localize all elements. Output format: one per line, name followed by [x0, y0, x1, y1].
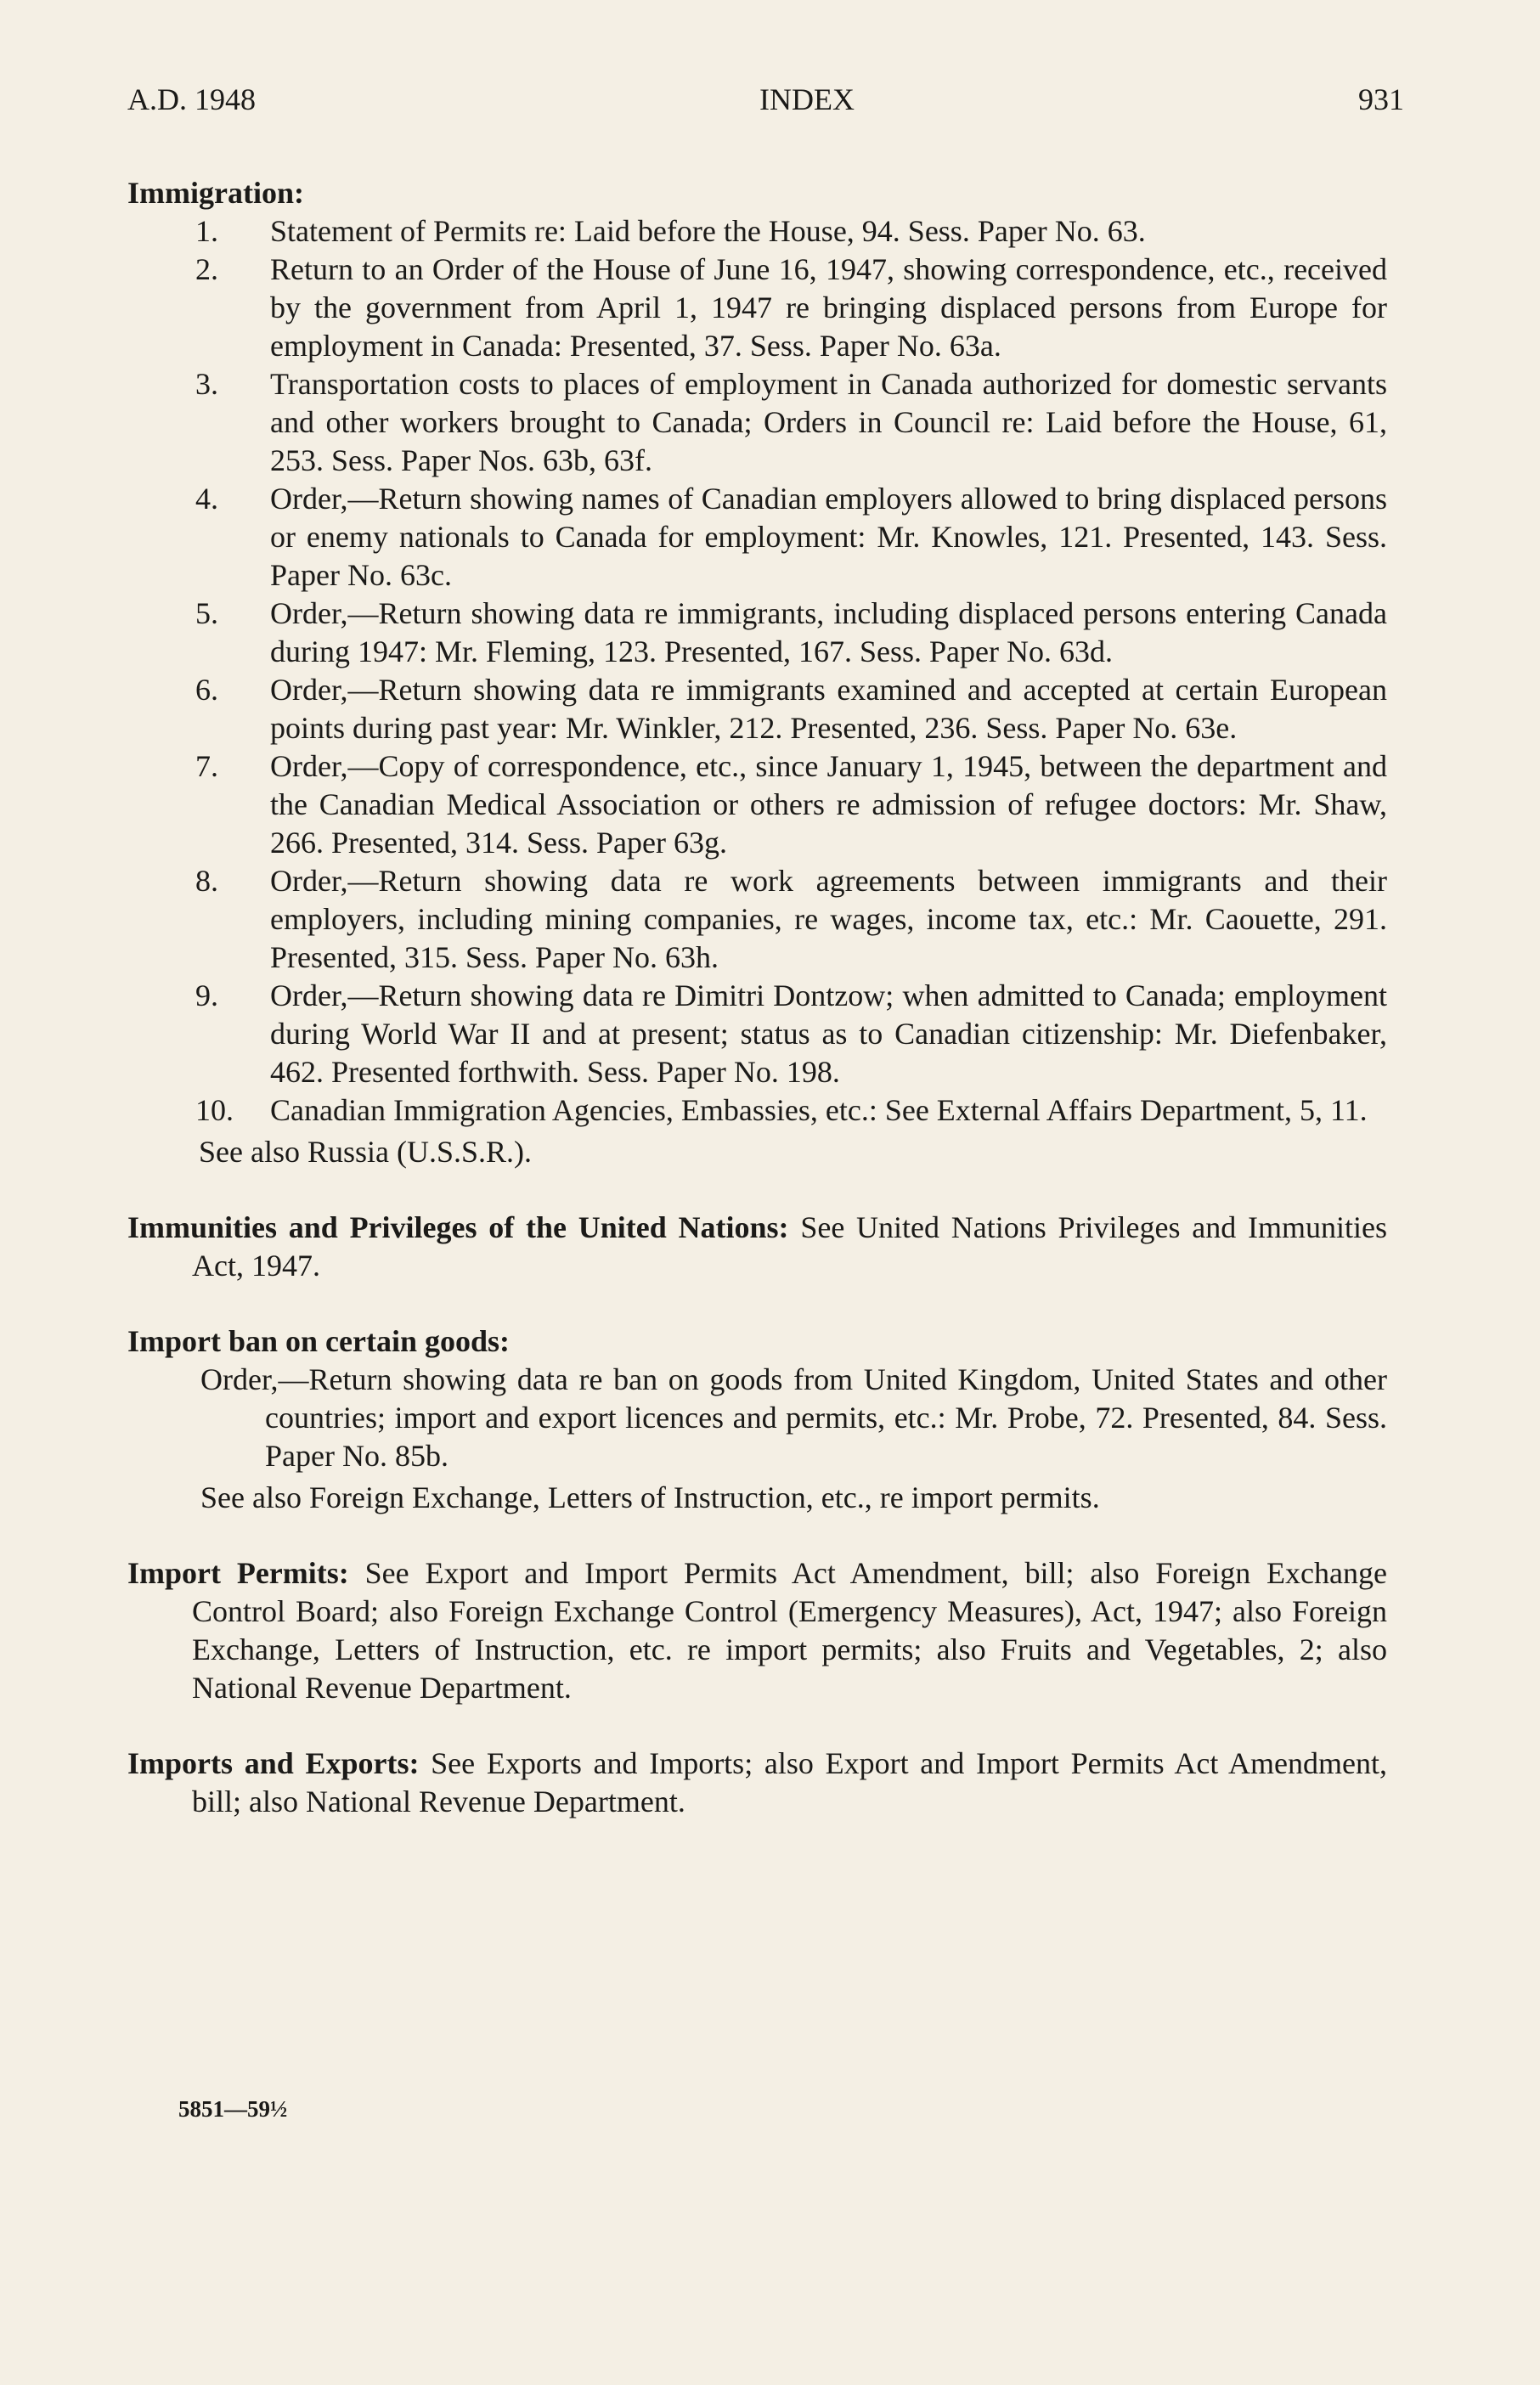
entry-text: Order,—Return showing data re work agreements between immigrants and their employers, including mining companies, re wages, income tax, etc.: Mr. Caouette, 291. Presented, 315. Sess. Paper No. 63h. [270, 864, 1387, 974]
section-heading: Immunities and Privileges of the United Nations: [127, 1210, 789, 1244]
entry-list [127, 212, 1387, 1130]
list-item [195, 595, 1387, 671]
page-header [127, 82, 1404, 117]
section-immigration [127, 174, 1387, 1171]
header-year: A.D. 1948 [127, 82, 256, 116]
signature-mark: 5851—59½ [178, 2096, 288, 2122]
see-also-reference: See also Foreign Exchange, Letters of Instruction, etc., re import permits. [200, 1480, 1100, 1514]
entry-number: 3. [195, 367, 218, 401]
section-heading: Immigration: [127, 176, 304, 210]
section-imports-exports [127, 1745, 1387, 1821]
entry-text: Statement of Permits re: Laid before the House, 94. Sess. Paper No. 63. [270, 214, 1146, 248]
section-import-ban [127, 1322, 1387, 1517]
section-text: See Export and Import Permits Act Amendment, bill; also Foreign Exchange Control Board; also Foreign Exchange Control (Emergency Measures), Act, 1947; also Foreign Exchange, Letters of Instruction, etc. re import permits; also Fruits and Vegetables, 2; also National Revenue Department. [192, 1556, 1387, 1705]
entry-number: 1. [195, 214, 218, 248]
section-import-permits [127, 1554, 1387, 1707]
entry-text: Canadian Immigration Agencies, Embassies, etc.: See External Affairs Department, 5, 11. [270, 1093, 1368, 1127]
list-item [195, 862, 1387, 977]
entry-number: 10. [195, 1093, 234, 1127]
section-heading: Import ban on certain goods: [127, 1324, 511, 1358]
section-text: See United Nations Privileges and Immunities Act, 1947. [192, 1210, 1387, 1283]
entry-text: Order,—Return showing data re ban on goods from United Kingdom, United States and other countries; import and export licences and permits, etc.: Mr. Probe, 72. Presented, 84. Sess. Paper No. 85b. [200, 1362, 1387, 1473]
list-item [195, 251, 1387, 365]
entry-text: Return to an Order of the House of June 16, 1947, showing correspondence, etc., received by the government from April 1, 1947 re bringing displaced persons from Europe for employment in Canada: Presented, 37. Sess. Paper No. 63a. [270, 252, 1387, 363]
list-item [195, 977, 1387, 1091]
section-text: See Exports and Imports; also Export and Import Permits Act Amendment, bill; also National Revenue Department. [192, 1746, 1388, 1818]
list-item [195, 480, 1387, 595]
entry-text: Order,—Copy of correspondence, etc., since January 1, 1945, between the department and the Canadian Medical Association or others re admission of refugee doctors: Mr. Shaw, 266. Presented, 314. Sess. Paper 63g. [270, 749, 1387, 860]
list-item [195, 212, 1387, 251]
section-heading: Imports and Exports: [127, 1746, 420, 1780]
index-content [127, 174, 1387, 1821]
list-item [195, 365, 1387, 480]
entry-number: 5. [195, 596, 218, 630]
entry-text: Order,—Return showing data re immigrants examined and accepted at certain European points during past year: Mr. Winkler, 212. Presented, 236. Sess. Paper No. 63e. [270, 673, 1387, 745]
page-number: 931 [1357, 82, 1404, 116]
list-item [195, 1091, 1387, 1130]
section-heading: Import Permits: [127, 1556, 349, 1590]
list-item [195, 671, 1387, 747]
entry-number: 9. [195, 978, 218, 1012]
entry-text: Order,—Return showing names of Canadian employers allowed to bring displaced persons or enemy nationals to Canada for employment: Mr. Knowles, 121. Presented, 143. Sess. Paper No. 63c. [270, 482, 1387, 592]
entry-number: 6. [195, 673, 218, 707]
entry-text: Transportation costs to places of employment in Canada authorized for domestic servants and other workers brought to Canada; Orders in Council re: Laid before the House, 61, 253. Sess. Paper Nos. 63b, 63f. [270, 367, 1387, 477]
see-also-reference: See also Russia (U.S.S.R.). [199, 1135, 533, 1169]
header-title: INDEX [759, 82, 855, 116]
entry-number: 4. [195, 482, 218, 516]
list-item [195, 747, 1387, 862]
entry-text: Order,—Return showing data re Dimitri Dontzow; when admitted to Canada; employment during World War II and at present; status as to Canadian citizenship: Mr. Diefenbaker, 462. Presented forthwith. Sess. Paper No. 198. [270, 978, 1387, 1089]
entry-number: 2. [195, 252, 218, 286]
entry-text: Order,—Return showing data re immigrants, including displaced persons entering Canada during 1947: Mr. Fleming, 123. Presented, 167. Sess. Paper No. 63d. [270, 596, 1387, 668]
section-immunities [127, 1209, 1387, 1285]
entry-number: 7. [195, 749, 218, 783]
entry-number: 8. [195, 864, 218, 898]
